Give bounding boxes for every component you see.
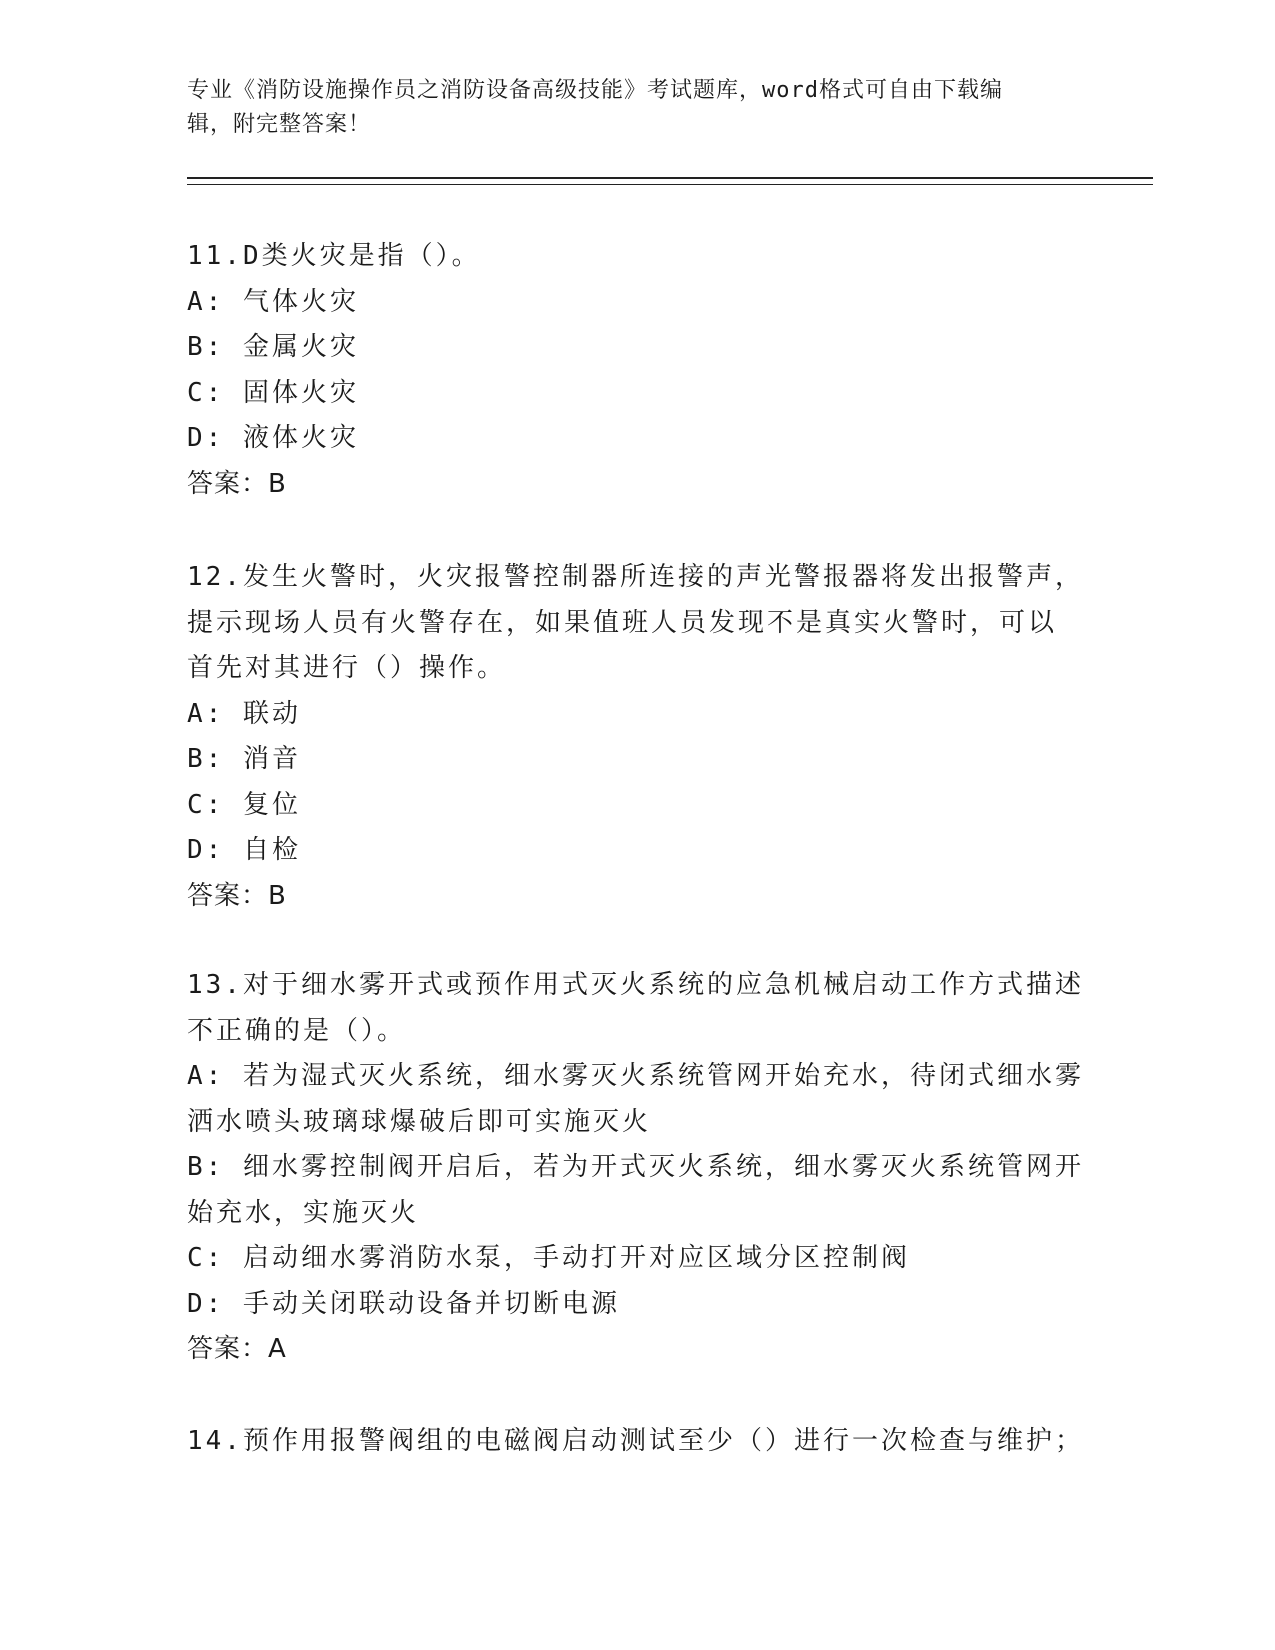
- option-a: A: 气体火灾: [187, 286, 359, 317]
- header-divider-thin: [187, 184, 1153, 185]
- question-11: [187, 234, 1087, 507]
- option-c: C: 启动细水雾消防水泵，手动打开对应区域分区控制阀: [187, 1243, 910, 1273]
- question-12: [187, 555, 1087, 919]
- option-b: B: 消音: [187, 744, 301, 774]
- question-stem: 11.D类火灾是指（）。: [187, 241, 481, 271]
- header-line-2: 辑，附完整答案！: [187, 112, 372, 137]
- option-d: D: 手动关闭联动设备并切断电源: [187, 1288, 620, 1319]
- header-divider-thick: [187, 177, 1153, 179]
- header-line-1: 专业《消防设施操作员之消防设备高级技能》考试题库，word格式可自由下载编: [187, 78, 1003, 103]
- answer: 答案：B: [187, 880, 287, 911]
- option-d: D: 液体火灾: [187, 423, 359, 453]
- document-header: [187, 74, 1067, 142]
- option-b-continued: 始充水，实施灭火: [187, 1197, 420, 1228]
- option-a: A: 联动: [187, 698, 301, 729]
- option-c: C: 固体火灾: [187, 377, 359, 408]
- option-a-continued: 洒水喷头玻璃球爆破后即可实施灭火: [187, 1106, 652, 1137]
- question-stem: 14.预作用报警阀组的电磁阀启动测试至少（）进行一次检查与维护；: [187, 1426, 1084, 1456]
- question-stem: 13.对于细水雾开式或预作用式灭火系统的应急机械启动工作方式描述: [187, 970, 1084, 1000]
- answer: 答案：A: [187, 1334, 287, 1364]
- question-14: [187, 1419, 1087, 1465]
- question-stem: 不正确的是（）。: [187, 1015, 407, 1046]
- question-stem: 12.发生火警时，火灾报警控制器所连接的声光警报器将发出报警声，: [187, 562, 1084, 592]
- question-13: [187, 963, 1087, 1373]
- option-a: A: 若为湿式灭火系统，细水雾灭火系统管网开始充水，待闭式细水雾: [187, 1061, 1084, 1091]
- option-d: D: 自检: [187, 835, 301, 865]
- question-stem: 提示现场人员有火警存在，如果值班人员发现不是真实火警时，可以: [187, 607, 1058, 638]
- answer: 答案：B: [187, 468, 287, 499]
- option-b: B: 细水雾控制阀开启后，若为开式灭火系统，细水雾灭火系统管网开: [187, 1152, 1084, 1182]
- option-b: B: 金属火灾: [187, 332, 359, 362]
- question-stem: 首先对其进行（）操作。: [187, 653, 507, 683]
- option-c: C: 复位: [187, 789, 301, 820]
